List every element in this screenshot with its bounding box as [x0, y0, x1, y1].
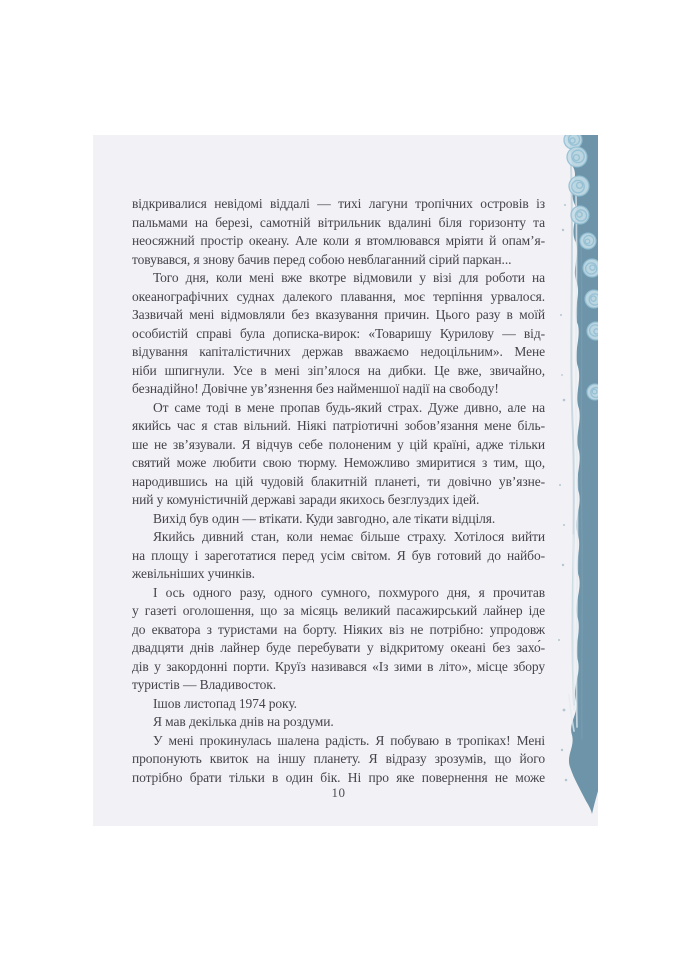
- text-line: безнадійно! Довічне ув’язнення без найменшої надії на свободу!: [132, 381, 499, 396]
- text-line: ніби шпигнули. Усе в мені зіп’ялося на дибки. Це вже, звичайно,: [132, 362, 545, 378]
- text-line: океанографічних суднах далекого плавання, моє терпіння урвалося.: [132, 288, 545, 304]
- text-line: ше не зв’язували. Я відчув себе полоненим у цій країні, адже тільки: [132, 436, 545, 452]
- text-line: на площу і зареготатися перед усім світом. Я був готовий до найбо-: [132, 547, 545, 563]
- watercolor-stripe-decoration: [552, 135, 598, 826]
- brush-streak: [576, 195, 578, 727]
- paint-fleck: [562, 229, 564, 231]
- bubble-icon: [569, 176, 589, 196]
- text-line: відкривалися невідомі віддалі — тихі лагуни тропічних островів із: [132, 196, 545, 211]
- text-line: відування капіталістичних держав вважаємо недоцільним». Мене: [132, 344, 545, 359]
- brush-streak: [581, 235, 582, 739]
- text-line: Того дня, коли мені вже вкотре відмовили у візі для роботи на: [153, 270, 545, 285]
- bubble-icon: [567, 147, 587, 167]
- text-line: до екватора з туристами на борту. Ніяких віз не потрібно: упродовж: [132, 621, 545, 637]
- text-line: у газеті оголошення, що за місяць великий пасажирський лайнер іде: [132, 603, 545, 618]
- text-line: У мені прокинулась шалена радість. Я побуваю в тропіках! Мені: [153, 732, 545, 748]
- paint-fleck: [564, 204, 566, 206]
- paint-fleck: [561, 749, 563, 751]
- text-line: потрібно брати тільки в один бік. Ні про яке повернення не може: [132, 769, 545, 785]
- text-line: Я мав декілька днів на роздуми.: [153, 714, 334, 729]
- bubble-icon: [585, 290, 598, 308]
- text-line: пропонують квиток на іншу планету. Я відразу зрозумів, що його: [132, 751, 545, 766]
- bubble-icon: [580, 233, 596, 249]
- book-page: [93, 135, 598, 826]
- text-line: От саме тоді в мене пропав будь-який страх. Дуже дивно, але на: [153, 399, 545, 415]
- text-line: І ось одного разу, одного сумного, похмурого дня, я прочитав: [153, 584, 545, 600]
- text-line: Вихід був один — втікати. Куди завгодно, але тікати відціля.: [153, 510, 496, 526]
- text-line: особистій справі була дописка-вирок: «Товаришу Курилову — від-: [132, 325, 545, 341]
- paint-fleck: [562, 564, 564, 566]
- text-line: ний у комуністичній державі заради якихось безглуздих ідей.: [132, 492, 480, 507]
- paint-fleck: [561, 374, 563, 376]
- paint-fleck: [559, 484, 561, 486]
- text-line: дів у закордонні порти. Круїз називався «Із зими в літо», місце збору: [132, 658, 545, 674]
- paint-fleck: [560, 314, 562, 316]
- text-line: жевільніших учинків.: [132, 566, 255, 581]
- brush-streak: [569, 535, 574, 731]
- text-line: туристів — Владивосток.: [132, 677, 277, 692]
- bubble-icon: [571, 206, 589, 224]
- text-line: двадцяти днів лайнер буде перебувати у відкритому океані без захо́-: [132, 640, 545, 655]
- text-line: неосяжний простір океану. Але коли я втомлювався мріяти й опам’я-: [132, 233, 545, 248]
- text-line: Якийсь дивний стан, коли немає більше страху. Хотілося вийти: [153, 529, 545, 544]
- paint-fleck: [565, 779, 568, 782]
- text-line: народившись на цій чудовій блакитній планеті, ти довічно ув’язне-: [132, 473, 545, 489]
- text-line: пальмами на березі, самотній вітрильник вдалині біля горизонту та: [132, 214, 545, 230]
- paint-fleck: [563, 524, 565, 526]
- bubble-icon: [587, 384, 598, 400]
- page-number: 10: [331, 785, 346, 800]
- paint-fleck: [563, 399, 566, 402]
- text-line: Зазвичай мені відмовляли без вказування причин. Цього разу в моїй: [132, 307, 545, 322]
- paint-fleck: [558, 639, 560, 641]
- text-line: якийсь час я став вільний. Ніякі патріотичні зобов’язання мене біль-: [132, 418, 545, 433]
- text-line: Ішов листопад 1974 року.: [153, 695, 297, 711]
- bubble-icon: [583, 259, 598, 277]
- paint-fleck: [563, 709, 566, 712]
- text-line: святий може любити свою тюрму. Неможливо змиритися з тим, що,: [132, 455, 545, 470]
- text-line: товувався, я знову бачив перед собою невблаганний сірий паркан...: [132, 251, 512, 267]
- page-text: [132, 195, 545, 787]
